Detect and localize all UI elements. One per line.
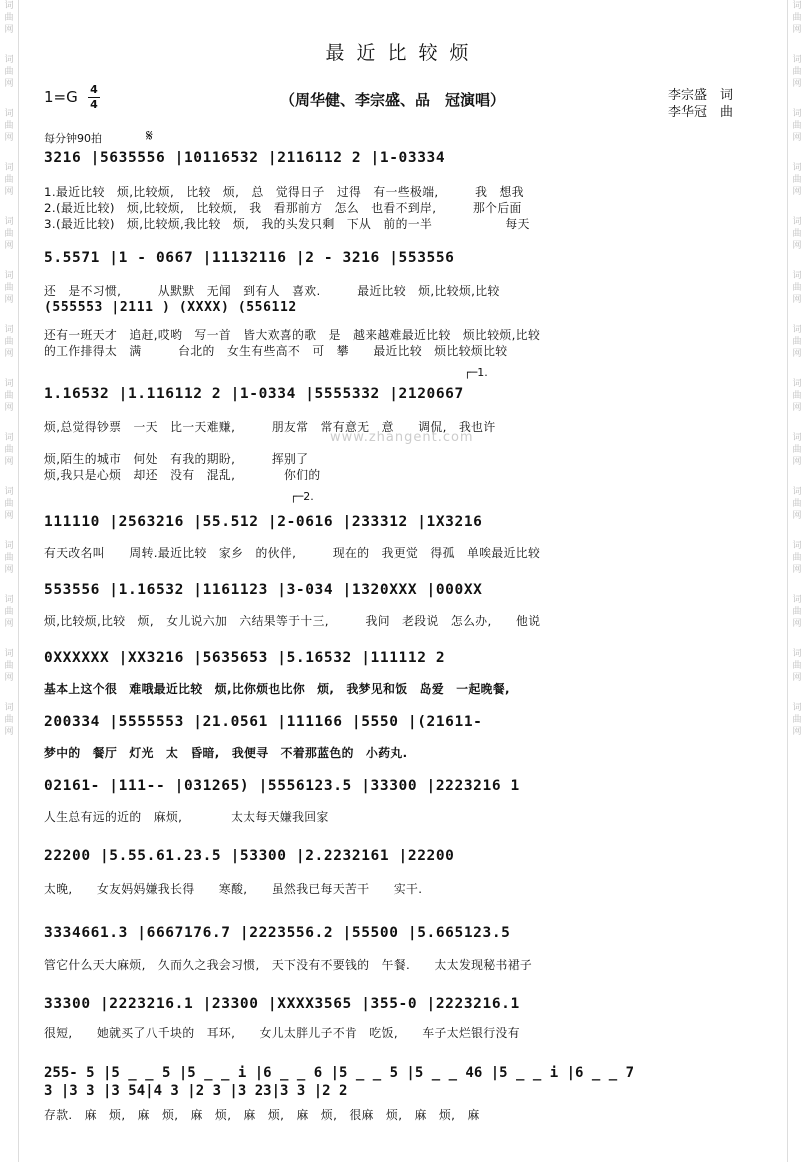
side-watermark-char: 网	[4, 403, 14, 413]
notation-row: 02161- |111-- |031265) |5556123.5 |33300 |2223216 1	[44, 778, 520, 794]
side-watermark-char: 网	[4, 565, 14, 575]
composer-credit: 李华冠 曲	[668, 105, 734, 120]
lyric-row: 还 是不习惯, 从默默 无闻 到有人 喜欢. 最近比较 烦,比较烦,比较	[44, 284, 500, 298]
first-ending-bracket: ┌─1.	[464, 366, 488, 379]
lyricist-credit: 李宗盛 词	[668, 88, 734, 103]
lyric-row: 3.(最近比较) 烦,比较烦,我比较 烦, 我的头发只剩 下从 前的一半 每天	[44, 217, 530, 231]
notation-row: 3216 |5635556 |10116532 |2116112 2 |1-03334	[44, 150, 446, 166]
notation-row: 5.5571 |1 - 0667 |11132116 |2 - 3216 |553556	[44, 250, 455, 266]
side-watermark-char: 曲	[4, 607, 14, 617]
side-watermark-char: 曲	[792, 67, 802, 77]
lyric-row: 存款. 麻 烦, 麻 烦, 麻 烦, 麻 烦, 麻 烦, 很麻 烦, 麻 烦, 麻	[44, 1108, 480, 1122]
side-watermark-char: 词	[4, 325, 14, 335]
lyric-row: 烦,总觉得钞票 一天 比一天难赚, 朋友常 常有意无 意 调侃, 我也许	[44, 420, 496, 434]
side-watermark-char: 曲	[4, 499, 14, 509]
side-watermark-char: 网	[4, 295, 14, 305]
lyric-row: 烦,比较烦,比较 烦, 女儿说六加 六结果等于十三, 我问 老段说 怎么办, 他说	[44, 614, 541, 628]
side-watermark-char: 曲	[792, 283, 802, 293]
notation-row: 553556 |1.16532 |1161123 |3-034 |1320XXX |000XX	[44, 582, 483, 598]
side-watermark-char: 曲	[792, 337, 802, 347]
side-watermark-char: 曲	[4, 175, 14, 185]
side-watermark-char: 网	[792, 403, 802, 413]
side-watermark-char: 词	[792, 649, 802, 659]
side-watermark-char: 词	[792, 271, 802, 281]
side-watermark-char: 网	[792, 25, 802, 35]
side-watermark-char: 曲	[4, 661, 14, 671]
side-watermark-char: 网	[4, 457, 14, 467]
final-harmony-notation	[44, 1064, 764, 1100]
lyric-row: 基本上这个很 难哦最近比较 烦,比你烦也比你 烦, 我梦见和饭 岛爱 一起晚餐,	[44, 682, 510, 696]
side-watermark-char: 词	[792, 55, 802, 65]
side-watermark-char: 网	[792, 457, 802, 467]
side-watermark-char: 曲	[792, 391, 802, 401]
time-signature-bottom: 4	[90, 98, 98, 111]
side-watermark-char: 曲	[792, 175, 802, 185]
side-watermark-char: 词	[792, 433, 802, 443]
time-signature-top: 4	[90, 83, 98, 96]
side-watermark-char: 词	[792, 109, 802, 119]
side-watermark-char: 曲	[4, 391, 14, 401]
side-watermark-char: 词	[4, 379, 14, 389]
side-watermark-char: 词	[792, 595, 802, 605]
side-watermark-char: 词	[792, 217, 802, 227]
side-watermark-char: 网	[792, 79, 802, 89]
side-watermark-char: 词	[792, 379, 802, 389]
side-watermark-char: 曲	[792, 229, 802, 239]
side-watermark-char: 网	[792, 673, 802, 683]
lyric-row: 人生总有远的近的 麻烦, 太太每天嫌我回家	[44, 810, 329, 824]
side-watermark-char: 曲	[4, 13, 14, 23]
side-watermark-char: 曲	[792, 445, 802, 455]
side-watermark-char: 曲	[4, 337, 14, 347]
side-watermark-char: 曲	[792, 13, 802, 23]
side-watermark-char: 曲	[4, 553, 14, 563]
notation-row: 1.16532 |1.116112 2 |1-0334 |5555332 |2120667	[44, 386, 464, 402]
side-watermark-char: 网	[792, 133, 802, 143]
side-watermark-char: 曲	[4, 715, 14, 725]
lyric-row: 还有一班天才 追赶,哎哟 写一首 皆大欢喜的歌 是 越来越难最近比较 烦比较烦,比较	[44, 328, 541, 342]
side-watermark-char: 词	[4, 703, 14, 713]
side-watermark-char: 词	[792, 325, 802, 335]
side-watermark-char: 曲	[4, 67, 14, 77]
side-watermark-char: 词	[4, 271, 14, 281]
side-watermark-char: 网	[792, 349, 802, 359]
side-watermark-char: 网	[4, 133, 14, 143]
lyric-row: 太晚, 女友妈妈嫌我长得 寒酸, 虽然我已每天苦干 实干.	[44, 882, 423, 896]
side-watermark-char: 词	[792, 541, 802, 551]
side-watermark-char: 曲	[4, 445, 14, 455]
side-watermark-char: 词	[4, 55, 14, 65]
side-watermark-char: 网	[792, 727, 802, 737]
side-watermark-char: 网	[4, 727, 14, 737]
time-signature	[88, 83, 100, 112]
side-watermark-char: 网	[4, 349, 14, 359]
side-watermark-char: 词	[4, 649, 14, 659]
final-harmony-upper: 255- 5 |5 _ _ 5 |5 _ _ i |6 _ _ 6 |5 _ _ 5 |5 _ _ 46 |5 _ _ i |6 _ _ 7	[44, 1065, 635, 1081]
lyric-row: 2.(最近比较) 烦,比较烦, 比较烦, 我 看那前方 怎么 也看不到岸, 那个后面	[44, 201, 522, 215]
side-watermark-char: 网	[4, 79, 14, 89]
side-watermark-char: 词	[792, 703, 802, 713]
side-watermark-char: 曲	[4, 121, 14, 131]
key-signature: 1=G	[44, 88, 78, 106]
notation-row: 200334 |5555553 |21.0561 |111166 |5550 |(21611-	[44, 714, 483, 730]
notation-row: 22200 |5.55.61.23.5 |53300 |2.2232161 |22200	[44, 848, 455, 864]
side-watermark-char: 词	[792, 163, 802, 173]
side-watermark-char: 网	[4, 187, 14, 197]
side-watermark-char: 词	[4, 217, 14, 227]
side-watermark-char: 曲	[792, 607, 802, 617]
lyric-row: 管它什么天大麻烦, 久而久之我会习惯, 天下没有不要钱的 午餐. 太太发现秘书裙子	[44, 958, 533, 972]
lyric-row: 梦中的 餐厅 灯光 太 昏暗, 我便寻 不着那蓝色的 小药丸.	[44, 746, 408, 760]
lyric-row: 有天改名叫 周转.最近比较 家乡 的伙伴, 现在的 我更觉 得孤 单唉最近比较	[44, 546, 541, 560]
side-watermark-char: 网	[4, 511, 14, 521]
side-watermark-char: 曲	[792, 661, 802, 671]
side-watermark-char: 词	[792, 1, 802, 11]
side-watermark-char: 词	[4, 1, 14, 11]
side-watermark-char: 网	[4, 673, 14, 683]
segno-sign: 𝄋	[146, 126, 153, 145]
side-watermark-char: 词	[4, 595, 14, 605]
side-watermark-char: 词	[792, 487, 802, 497]
song-title: 最近比较烦	[325, 42, 481, 64]
side-watermark-char: 网	[792, 511, 802, 521]
notation-row: 33300 |2223216.1 |23300 |XXXX3565 |355-0 |2223216.1	[44, 996, 520, 1012]
side-watermark-char: 网	[792, 565, 802, 575]
side-watermark-char: 曲	[792, 121, 802, 131]
left-watermark-strip	[0, 0, 19, 1162]
site-watermark: www.zhangent.com	[330, 430, 474, 445]
notation-row: 111110 |2563216 |55.512 |2-0616 |233312 |1X3216	[44, 514, 483, 530]
side-watermark-char: 网	[4, 241, 14, 251]
side-watermark-char: 曲	[792, 499, 802, 509]
side-watermark-char: 网	[792, 187, 802, 197]
second-ending-bracket: ┌─2.	[290, 490, 314, 503]
side-watermark-char: 词	[4, 433, 14, 443]
notation-row: (555553 |2111 ) (XXXX) (556112	[44, 300, 297, 315]
lyric-row: 很短, 她就买了八千块的 耳环, 女儿太胖儿子不肯 吃饭, 车子太烂银行没有	[44, 1026, 520, 1040]
side-watermark-char: 网	[4, 619, 14, 629]
side-watermark-char: 词	[4, 487, 14, 497]
side-watermark-char: 曲	[792, 553, 802, 563]
side-watermark-char: 网	[792, 619, 802, 629]
lyric-row: 烦,陌生的城市 何处 有我的期盼, 挥别了	[44, 452, 309, 466]
final-harmony-lower: 3 |3 3 |3 54|4 3 |2 3 |3 23|3 3 |2 2	[44, 1083, 348, 1099]
lyric-row: 的工作排得太 满 台北的 女生有些高不 可 攀 最近比较 烦比较烦比较	[44, 344, 508, 358]
lyric-row: 1.最近比较 烦,比较烦, 比较 烦, 总 觉得日子 过得 有一些极端, 我 想我	[44, 185, 524, 199]
right-watermark-strip	[787, 0, 806, 1162]
notation-row: 0XXXXXX |XX3216 |5635653 |5.16532 |111112 2	[44, 650, 446, 666]
side-watermark-char: 词	[4, 541, 14, 551]
side-watermark-char: 网	[4, 25, 14, 35]
performers: （周华健、李宗盛、品 冠演唱）	[280, 91, 506, 109]
side-watermark-char: 曲	[4, 283, 14, 293]
notation-row: 3334661.3 |6667176.7 |2223556.2 |55500 |5.665123.5	[44, 925, 511, 941]
side-watermark-char: 曲	[792, 715, 802, 725]
tempo-marking: 每分钟90拍	[44, 132, 102, 145]
side-watermark-char: 词	[4, 109, 14, 119]
side-watermark-char: 网	[792, 241, 802, 251]
side-watermark-char: 词	[4, 163, 14, 173]
side-watermark-char: 网	[792, 295, 802, 305]
lyric-row: 烦,我只是心烦 却还 没有 混乱, 你们的	[44, 468, 321, 482]
side-watermark-char: 曲	[4, 229, 14, 239]
